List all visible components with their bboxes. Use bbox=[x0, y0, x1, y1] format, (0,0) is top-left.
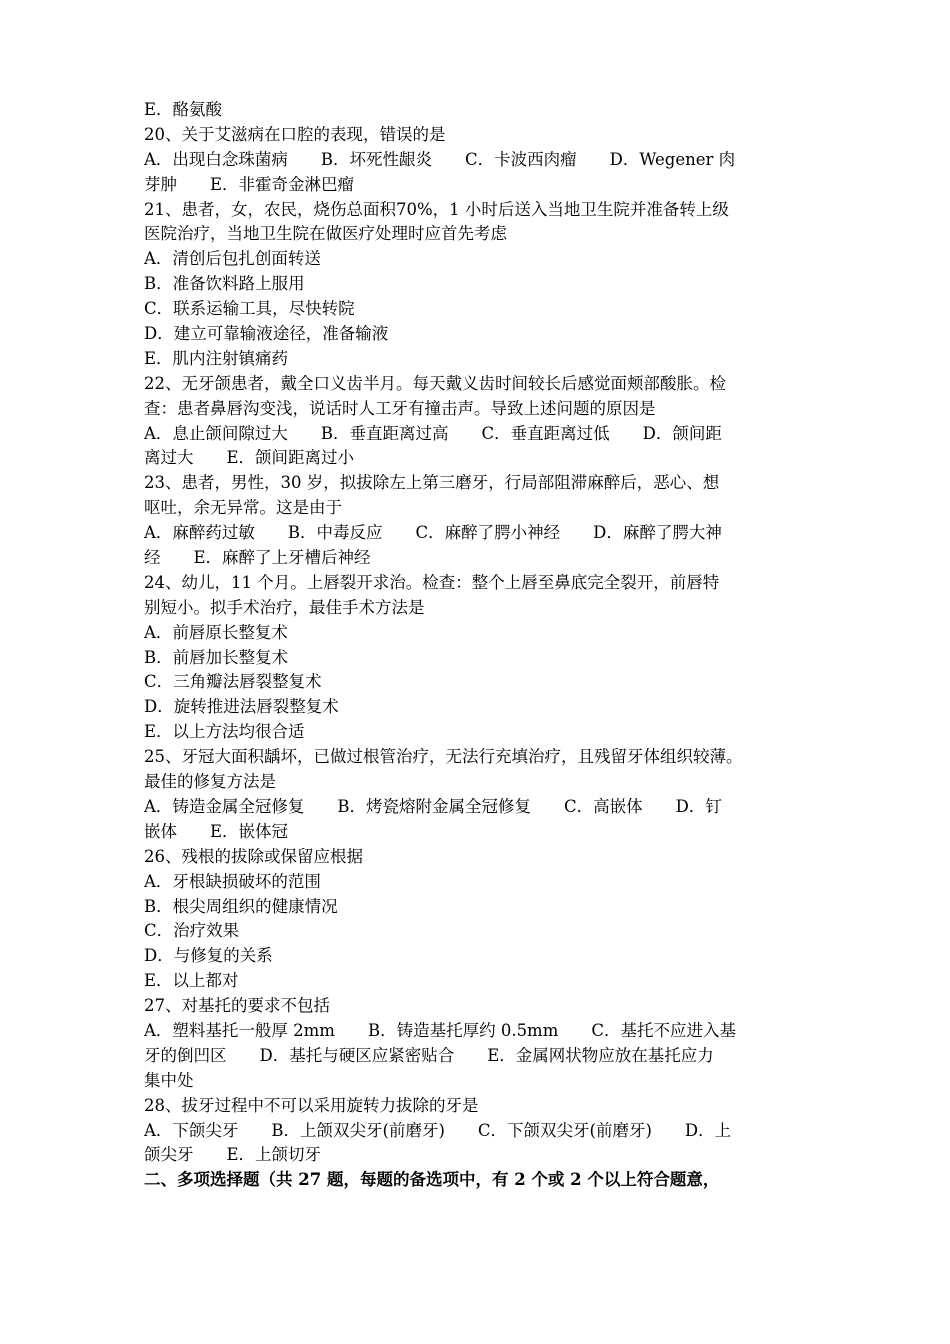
text-line: 牙的倒凹区 D．基托与硬区应紧密贴合 E．金属网状物应放在基托应力 bbox=[144, 1045, 714, 1065]
text-line: A．下颌尖牙 B．上颌双尖牙(前磨牙) C．下颌双尖牙(前磨牙) D．上 bbox=[144, 1120, 732, 1140]
text-line: C．三角瓣法唇裂整复术 bbox=[144, 672, 322, 692]
text-line: 嵌体 E．嵌体冠 bbox=[144, 821, 289, 841]
text-line: 离过大 E．颌间距离过小 bbox=[144, 448, 355, 468]
text-line: 经 E．麻醉了上牙槽后神经 bbox=[144, 548, 371, 568]
question-28: 28、拔牙过程中不可以采用旋转力拔除的牙是 bbox=[144, 1095, 479, 1115]
text-line: C．治疗效果 bbox=[144, 921, 240, 941]
question-25: 25、牙冠大面积龋坏，已做过根管治疗，无法行充填治疗，且残留牙体组织较薄。 bbox=[144, 747, 743, 767]
question-21: 21、患者，女，农民，烧伤总面积70%，1 小时后送入当地卫生院并准备转上级 bbox=[144, 199, 729, 219]
text-line: 查：患者鼻唇沟变浅，说话时人工牙有撞击声。导致上述问题的原因是 bbox=[144, 398, 656, 418]
text-line: A．清创后包扎创面转送 bbox=[144, 249, 321, 269]
text-line: E．以上方法均很合适 bbox=[144, 722, 305, 742]
question-20: 20、关于艾滋病在口腔的表现，错误的是 bbox=[144, 124, 446, 144]
question-23: 23、患者，男性，30 岁，拟拔除左上第三磨牙，行局部阻滞麻醉后，恶心、想 bbox=[144, 473, 720, 493]
text-line: D．旋转推进法唇裂整复术 bbox=[144, 697, 339, 717]
question-24: 24、幼儿，11 个月。上唇裂开求治。检查：整个上唇至鼻底完全裂开，前唇特 bbox=[144, 572, 720, 592]
question-22: 22、无牙颌患者，戴全口义齿半月。每天戴义齿时间较长后感觉面颊部酸胀。检 bbox=[144, 373, 726, 393]
section-heading: 二、多项选择题（共 27 题，每题的备选项中，有 2 个或 2 个以上符合题意， bbox=[144, 1170, 720, 1190]
question-26: 26、残根的拔除或保留应根据 bbox=[144, 846, 363, 866]
text-line: B．根尖周组织的健康情况 bbox=[144, 896, 338, 916]
text-line: A．出现白念珠菌病 B．坏死性龈炎 C．卡波西肉瘤 D．Wegener 肉 bbox=[144, 149, 736, 169]
text-line: C．联系运输工具，尽快转院 bbox=[144, 299, 355, 319]
text-line: E．以上都对 bbox=[144, 971, 239, 991]
text-line: 集中处 bbox=[144, 1070, 194, 1090]
text-line: 芽肿 E．非霍奇金淋巴瘤 bbox=[144, 174, 355, 194]
text-line: 别短小。拟手术治疗，最佳手术方法是 bbox=[144, 597, 425, 617]
text-line: A．麻醉药过敏 B．中毒反应 C．麻醉了腭小神经 D．麻醉了腭大神 bbox=[144, 523, 722, 543]
text-line: D．与修复的关系 bbox=[144, 946, 273, 966]
text-line: E．肌内注射镇痛药 bbox=[144, 348, 289, 368]
text-line: 颌尖牙 E．上颌切牙 bbox=[144, 1145, 322, 1165]
text-line: B．前唇加长整复术 bbox=[144, 647, 289, 667]
text-line: 医院治疗，当地卫生院在做医疗处理时应首先考虑 bbox=[144, 224, 507, 244]
text-line: E．酪氨酸 bbox=[144, 100, 223, 119]
text-line: A．塑料基托一般厚 2mm B．铸造基托厚约 0.5mm C．基托不应进入基 bbox=[144, 1020, 736, 1040]
text-line: A．息止颌间隙过大 B．垂直距离过高 C．垂直距离过低 D．颌间距 bbox=[144, 423, 722, 443]
document-page bbox=[144, 98, 812, 1193]
text-line: D．建立可靠输液途径，准备输液 bbox=[144, 324, 389, 344]
text-line: 呕吐，余无异常。这是由于 bbox=[144, 498, 342, 518]
text-line: 最佳的修复方法是 bbox=[144, 772, 276, 792]
text-line: A．前唇原长整复术 bbox=[144, 622, 288, 642]
question-27: 27、对基托的要求不包括 bbox=[144, 996, 330, 1016]
text-line: A．牙根缺损破坏的范围 bbox=[144, 871, 321, 891]
text-line: A．铸造金属全冠修复 B．烤瓷熔附金属全冠修复 C．高嵌体 D．钉 bbox=[144, 796, 722, 816]
text-line: B．准备饮料路上服用 bbox=[144, 274, 305, 294]
